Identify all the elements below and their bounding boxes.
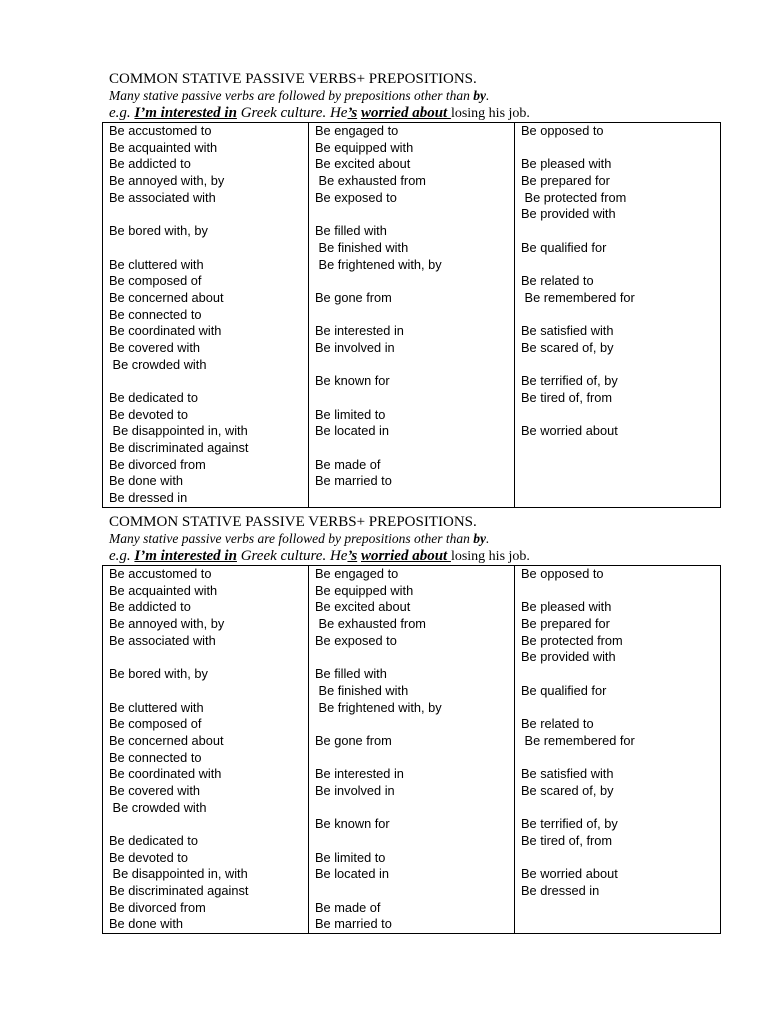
table-column-3: [515, 123, 720, 507]
example-phrase-2b: worried about: [360, 105, 451, 121]
table-cell: Be satisfied with: [521, 323, 614, 339]
table-cell: Be married to: [315, 916, 392, 932]
example-sentence: [109, 547, 721, 565]
table-cell: Be bored with, by: [109, 666, 208, 682]
table-cell: Be opposed to: [521, 123, 604, 138]
table-cell: [315, 206, 514, 223]
table-cell: [109, 683, 308, 700]
table-cell: [521, 583, 720, 600]
table-cell: [315, 833, 514, 850]
verb-table: [102, 122, 721, 508]
table-cell: Be associated with: [109, 189, 216, 205]
section-title: COMMON STATIVE PASSIVE VERBS+ PREPOSITIONS.: [109, 71, 477, 87]
table-cell: Be accustomed to: [109, 123, 212, 138]
table-cell: [521, 257, 720, 274]
table-cell: Be interested in: [315, 766, 404, 782]
subtitle-text: Many stative passive verbs are followed by prepositions other than: [109, 531, 474, 546]
table-column-1: [103, 566, 309, 933]
table-cell: Be satisfied with: [521, 766, 614, 782]
table-cell: Be dressed in: [521, 883, 600, 899]
table-cell: Be dressed in: [109, 490, 188, 506]
example-mid-1: Greek culture. He: [236, 105, 348, 121]
subtitle-end: .: [485, 531, 490, 546]
table-cell: Be worried about: [521, 866, 618, 882]
table-cell: [109, 373, 308, 390]
table-cell: Be crowded with: [109, 356, 207, 372]
table-cell: Be discriminated against: [109, 883, 249, 899]
table-cell: Be interested in: [315, 323, 404, 339]
table-cell: Be provided with: [521, 649, 616, 665]
table-cell: Be cluttered with: [109, 256, 204, 272]
subtitle-by: by: [473, 88, 486, 103]
subtitle-end: .: [485, 88, 490, 103]
table-cell: Be tired of, from: [521, 833, 613, 848]
table-cell: Be disappointed in, with: [109, 866, 248, 882]
table-cell: Be qualified for: [521, 239, 607, 255]
table-cell: [315, 750, 514, 767]
example-phrase-2b: worried about: [360, 548, 451, 564]
example-phrase-1: I’m interested in: [134, 105, 237, 121]
table-cell: Be protected from: [521, 189, 627, 205]
table-cell: Be involved in: [315, 339, 395, 355]
table-cell: Be disappointed in, with: [109, 423, 248, 439]
table-cell: Be exhausted from: [315, 173, 426, 189]
example-eg: e.g.: [109, 548, 135, 564]
example-sentence: [109, 104, 721, 122]
table-cell: Be scared of, by: [521, 339, 614, 355]
table-cell: Be gone from: [315, 732, 392, 748]
table-cell: [315, 649, 514, 666]
table-column-2: [309, 123, 515, 507]
table-cell: [315, 307, 514, 324]
table-column-2: [309, 566, 515, 933]
table-cell: [315, 883, 514, 900]
table-cell: Be bored with, by: [109, 223, 208, 239]
table-cell: Be engaged to: [315, 566, 399, 581]
table-cell: [315, 357, 514, 374]
table-cell: Be crowded with: [109, 799, 207, 815]
section-subtitle: [109, 531, 721, 547]
table-cell: Be dedicated to: [109, 833, 198, 848]
table-cell: [521, 916, 720, 933]
table-cell: Be pleased with: [521, 599, 612, 615]
section-1: [102, 70, 721, 508]
table-cell: [521, 700, 720, 717]
table-cell: Be married to: [315, 473, 392, 489]
table-cell: [521, 357, 720, 374]
table-cell: [521, 223, 720, 240]
table-cell: Be provided with: [521, 206, 616, 222]
example-phrase-2a: ’s: [347, 548, 358, 564]
table-cell: Be coordinated with: [109, 766, 222, 782]
section-subtitle: [109, 88, 721, 104]
table-cell: [109, 206, 308, 223]
table-cell: [315, 390, 514, 407]
table-cell: Be filled with: [315, 666, 387, 682]
table-cell: Be concerned about: [109, 289, 224, 305]
table-cell: Be made of: [315, 899, 381, 915]
table-cell: Be involved in: [315, 782, 395, 798]
table-cell: Be excited about: [315, 599, 411, 615]
table-cell: Be done with: [109, 473, 183, 489]
subtitle-text: Many stative passive verbs are followed by prepositions other than: [109, 88, 474, 103]
table-cell: Be frightened with, by: [315, 699, 442, 715]
table-cell: Be addicted to: [109, 599, 191, 615]
table-cell: Be devoted to: [109, 406, 188, 422]
table-cell: Be divorced from: [109, 456, 206, 472]
table-column-1: [103, 123, 309, 507]
table-cell: Be equipped with: [315, 582, 414, 598]
table-cell: Be exposed to: [315, 632, 397, 648]
table-cell: Be remembered for: [521, 289, 635, 305]
table-cell: Be acquainted with: [109, 582, 218, 598]
table-cell: Be equipped with: [315, 139, 414, 155]
example-eg: e.g.: [109, 105, 135, 121]
table-cell: Be exhausted from: [315, 616, 426, 632]
table-cell: [521, 850, 720, 867]
table-cell: Be discriminated against: [109, 440, 249, 456]
table-cell: Be exposed to: [315, 189, 397, 205]
table-cell: [109, 816, 308, 833]
table-cell: Be composed of: [109, 273, 202, 289]
table-cell: Be known for: [315, 373, 390, 389]
table-cell: Be limited to: [315, 849, 386, 865]
table-cell: Be related to: [521, 273, 594, 289]
table-cell: [315, 716, 514, 733]
table-cell: [521, 407, 720, 424]
table-cell: Be coordinated with: [109, 323, 222, 339]
table-cell: Be qualified for: [521, 682, 607, 698]
table-cell: Be excited about: [315, 156, 411, 172]
table-cell: Be dedicated to: [109, 390, 198, 405]
table-cell: [315, 273, 514, 290]
example-phrase-1: I’m interested in: [134, 548, 237, 564]
table-cell: Be prepared for: [521, 616, 610, 632]
table-cell: Be composed of: [109, 716, 202, 732]
table-cell: Be divorced from: [109, 899, 206, 915]
table-cell: Be scared of, by: [521, 782, 614, 798]
table-cell: Be pleased with: [521, 156, 612, 172]
example-end: losing his job.: [450, 549, 530, 564]
table-cell: Be connected to: [109, 749, 202, 765]
table-cell: [315, 440, 514, 457]
table-cell: Be filled with: [315, 223, 387, 239]
example-mid-1: Greek culture. He: [236, 548, 348, 564]
table-cell: Be connected to: [109, 306, 202, 322]
table-cell: Be addicted to: [109, 156, 191, 172]
table-cell: Be remembered for: [521, 732, 635, 748]
table-cell: Be done with: [109, 916, 183, 932]
table-cell: Be made of: [315, 456, 381, 472]
table-cell: Be opposed to: [521, 566, 604, 581]
section-2: [102, 513, 721, 934]
table-cell: Be accustomed to: [109, 566, 212, 581]
table-cell: Be devoted to: [109, 849, 188, 865]
table-cell: Be annoyed with, by: [109, 173, 225, 189]
table-cell: Be finished with: [315, 239, 409, 255]
table-cell: Be cluttered with: [109, 699, 204, 715]
table-column-3: [515, 566, 720, 933]
table-cell: [521, 900, 720, 917]
table-cell: [521, 457, 720, 474]
table-cell: Be frightened with, by: [315, 256, 442, 272]
section-title: COMMON STATIVE PASSIVE VERBS+ PREPOSITIONS.: [109, 514, 477, 530]
table-cell: Be covered with: [109, 339, 201, 355]
table-cell: Be acquainted with: [109, 139, 218, 155]
table-cell: Be covered with: [109, 782, 201, 798]
table-cell: Be terrified of, by: [521, 816, 618, 832]
table-cell: Be located in: [315, 866, 389, 882]
table-cell: [521, 440, 720, 457]
verb-table: [102, 565, 721, 934]
table-cell: Be concerned about: [109, 732, 224, 748]
table-cell: [315, 490, 514, 507]
table-cell: [109, 649, 308, 666]
table-cell: [521, 490, 720, 507]
table-cell: [315, 800, 514, 817]
table-cell: Be known for: [315, 816, 390, 832]
table-cell: Be tired of, from: [521, 390, 613, 405]
table-cell: Be associated with: [109, 632, 216, 648]
table-cell: Be finished with: [315, 682, 409, 698]
table-cell: Be related to: [521, 716, 594, 732]
example-end: losing his job.: [450, 106, 530, 121]
table-cell: [521, 800, 720, 817]
table-cell: Be terrified of, by: [521, 373, 618, 389]
table-cell: Be limited to: [315, 406, 386, 422]
example-phrase-2a: ’s: [347, 105, 358, 121]
table-cell: Be protected from: [521, 632, 623, 648]
table-cell: [521, 140, 720, 157]
subtitle-by: by: [473, 531, 486, 546]
table-cell: [521, 473, 720, 490]
table-cell: [521, 307, 720, 324]
table-cell: Be prepared for: [521, 173, 610, 189]
table-cell: [109, 240, 308, 257]
table-cell: Be located in: [315, 423, 389, 439]
table-cell: [521, 750, 720, 767]
table-cell: [521, 666, 720, 683]
table-cell: Be annoyed with, by: [109, 616, 225, 632]
table-cell: Be worried about: [521, 423, 618, 439]
table-cell: Be gone from: [315, 289, 392, 305]
table-cell: Be engaged to: [315, 123, 399, 138]
